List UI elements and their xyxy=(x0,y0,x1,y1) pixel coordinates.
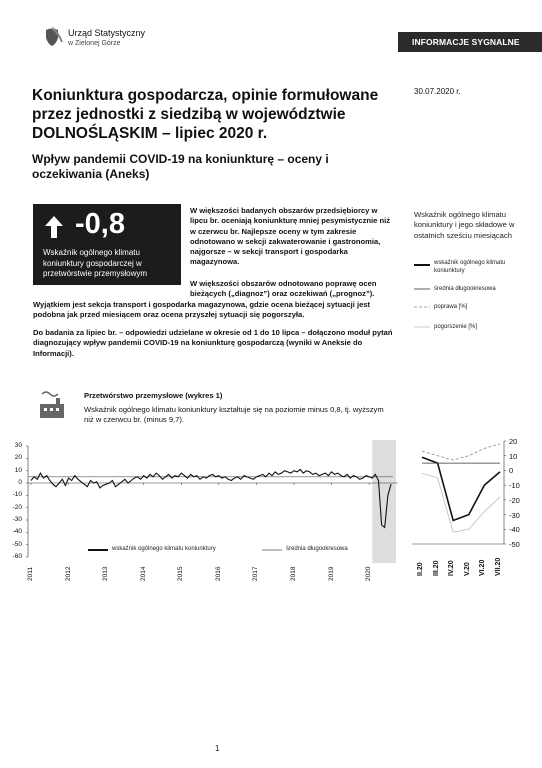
arrow-up-icon xyxy=(43,214,65,240)
y-tick-label: -30 xyxy=(12,516,22,523)
main-chart xyxy=(0,436,410,586)
main-legend-item-2: średnia długookresowa xyxy=(286,546,348,552)
x-tick-label: 2019 xyxy=(327,566,335,581)
x-tick-label: 2017 xyxy=(252,566,260,581)
legend-item-1: wskaźnik ogólnego klimatu koniunktury xyxy=(434,260,506,274)
publication-date: 30.07.2020 r. xyxy=(414,87,461,96)
right-y-tick-label: -20 xyxy=(509,495,520,505)
x-tick-label: 2014 xyxy=(139,566,147,581)
right-series-climate xyxy=(422,457,500,520)
header-tab: INFORMACJE SYGNALNE xyxy=(398,32,542,52)
y-tick-label: 20 xyxy=(14,454,22,462)
paragraph-3: Do badania za lipiec br. – odpowiedzi udzielane w okresie od 1 do 10 lipca – dołączono moduł pytań diagnozujący wpływ pandemii COVID-19 na koniunkturę gospodarczą (wyniki w Aneksie do Informacji). xyxy=(33,328,393,358)
right-y-tick-label: -10 xyxy=(509,481,520,491)
right-y-tick-label: -30 xyxy=(509,510,520,520)
page-title: Koniunktura gospodarcza, opinie formułowane przez jednostki z siedzibą w województwie DOLNOŚLĄSKIM – lipiec 2020 r. xyxy=(32,87,379,142)
org-name-line2: w Zielonej Górze xyxy=(68,40,121,47)
right-x-tick-label: VII.20 xyxy=(495,557,502,576)
x-tick-label: 2020 xyxy=(365,566,373,581)
right-x-tick-label: IV.20 xyxy=(448,560,456,576)
legend-item-2: średnia długookresowa xyxy=(434,286,496,292)
right-x-tick-label: V.20 xyxy=(463,562,471,576)
y-tick-label: 30 xyxy=(14,442,22,449)
factory-icon xyxy=(38,390,66,422)
paragraph-2b: Wyjątkiem jest sekcja transport i gospodarka magazynowa, gdzie ocena bieżącej sytuacji jest podobna jak przed miesiącem oraz ocena przyszłej sytuacji się pogorszyła. xyxy=(33,300,371,320)
main-legend-swatch-2 xyxy=(262,548,284,552)
y-tick-label: 0 xyxy=(18,479,22,486)
right-chart xyxy=(400,436,542,616)
legend-item-3: poprawa [%] xyxy=(434,304,468,310)
y-tick-label: -20 xyxy=(12,503,22,511)
x-tick-label: 2012 xyxy=(64,566,72,581)
y-tick-label: -50 xyxy=(12,540,22,548)
right-y-tick-label: 20 xyxy=(509,437,518,446)
right-x-tick-label: VI.20 xyxy=(479,559,487,576)
section-text: Wskaźnik ogólnego klimatu koniunktury kształtuje się na poziomie minus 0,8, tj. wyższym niż w czerwcu br. (minus 9,7). xyxy=(84,405,384,425)
x-tick-label: 2011 xyxy=(27,567,34,581)
y-tick-label: -40 xyxy=(12,528,22,536)
main-legend-item-1: wskaźnik ogólnego klimatu koniunktury xyxy=(112,546,216,552)
kpi-label: Wskaźnik ogólnego klimatu koniunktury gospodarczej w przetwórstwie przemysłowym xyxy=(43,248,148,278)
legend-swatch-3 xyxy=(414,305,432,309)
legend-swatch-4 xyxy=(414,325,432,329)
y-tick-label: 10 xyxy=(14,466,22,474)
org-name-line1: Urząd Statystyczny xyxy=(68,28,146,38)
right-x-tick-label: II.20 xyxy=(417,562,424,576)
legend-swatch-1 xyxy=(414,263,432,267)
legend-item-4: pogorszenie [%] xyxy=(434,324,478,330)
legend-swatch-2 xyxy=(414,287,432,291)
right-y-tick-label: 0 xyxy=(509,466,514,476)
kpi-value: -0,8 xyxy=(75,208,125,240)
page-number: 1 xyxy=(215,744,220,753)
kpi-box xyxy=(33,204,181,285)
right-panel-title: Wskaźnik ogólnego klimatu koniunktury i jego składowe w ostatnich sześciu miesiącach xyxy=(414,210,515,240)
x-tick-label: 2013 xyxy=(102,566,110,581)
right-y-tick-label: 10 xyxy=(509,451,518,461)
right-x-tick-label: III.20 xyxy=(432,560,440,576)
x-tick-label: 2015 xyxy=(177,566,185,581)
y-tick-label: -10 xyxy=(12,491,22,499)
paragraph-2a: W większości obszarów odnotowano poprawę ocen bieżących („diagnoz”) oraz oczekiwań („prognoz”). xyxy=(190,279,377,299)
logo-icon xyxy=(44,26,64,48)
x-tick-label: 2018 xyxy=(289,566,297,581)
right-legend xyxy=(414,245,539,365)
main-legend-swatch-1 xyxy=(88,548,110,552)
right-series-improvement xyxy=(422,444,500,460)
y-tick-label: -60 xyxy=(12,553,22,560)
section-heading: Przetwórstwo przemysłowe (wykres 1) xyxy=(84,391,223,400)
series-line-climate xyxy=(31,469,391,527)
x-tick-label: 2016 xyxy=(214,566,222,581)
logo xyxy=(44,26,64,48)
page-subtitle: Wpływ pandemii COVID-19 na koniunkturę – oceny i oczekiwania (Aneks) xyxy=(32,152,329,181)
right-y-tick-label: -40 xyxy=(509,525,520,535)
right-y-tick-label: -50 xyxy=(509,540,520,549)
paragraph-1: W większości badanych obszarów przedsiębiorcy w lipcu br. oceniają koniunkturę mniej pesymistycznie niż w czerwcu br. Najlepsze oceny w tym zakresie odnotowano w sekcji zakwaterowanie i gastronomia, najgorsze – w sekcji transport i gospodarka magazynowa. xyxy=(190,206,391,267)
